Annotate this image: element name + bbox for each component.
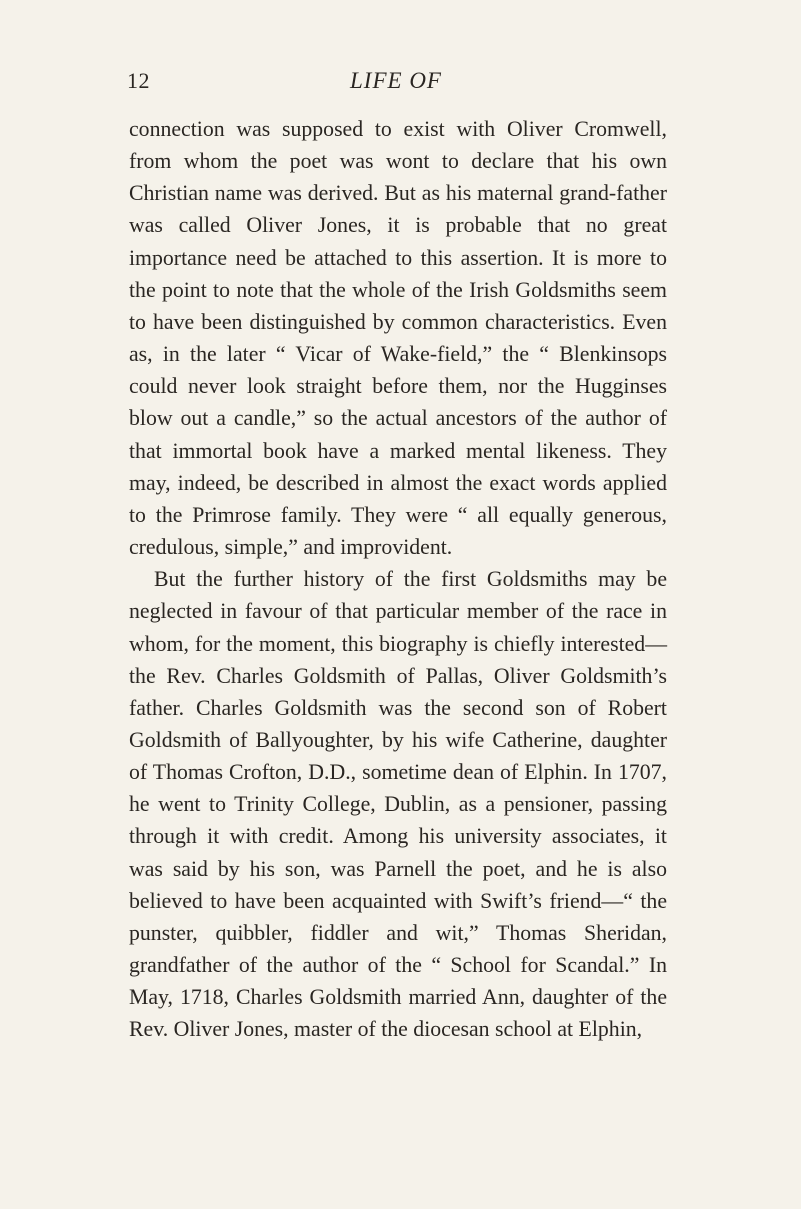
body-text bbox=[129, 113, 667, 1046]
running-head: LIFE OF bbox=[350, 68, 442, 93]
paragraph-charles-goldsmith: But the further history of the first Goldsmiths may be neglected in favour of that particular member of the race in whom, for the moment, this biography is chiefly interested—the Rev. Charles Goldsmith of Pallas, Oliver Goldsmith’s father. Charles Goldsmith was the second son of Robert Goldsmith of Ballyoughter, by his wife Catherine, daughter of Thomas Crofton, D.D., sometime dean of Elphin. In 1707, he went to Trinity College, Dublin, as a pensioner, passing through it with credit. Among his university associates, it was said by his son, was Parnell the poet, and he is also believed to have been acquainted with Swift’s friend—“ the punster, quibbler, fiddler and wit,” Thomas Sheridan, grandfather of the author of the “ School for Scandal.” In May, 1718, Charles Goldsmith married Ann, daughter of the Rev. Oliver Jones, master of the diocesan school at Elphin, bbox=[129, 567, 667, 1042]
paragraph-continuation: connection was supposed to exist with Oliver Cromwell, from whom the poet was wont to declare that his own Christian name was derived. But as his maternal grand-father was called Oliver Jones, it is probable that no great importance need be attached to this assertion. It is more to the point to note that the whole of the Irish Goldsmiths seem to have been distinguished by common characteristics. Even as, in the later “ Vicar of Wake-field,” the “ Blenkinsops could never look straight before them, nor the Hugginses blow out a candle,” so the actual ancestors of the author of that immortal book have a marked mental likeness. They may, indeed, be described in almost the exact words applied to the Primrose family. They were “ all equally generous, credulous, simple,” and improvident. bbox=[129, 117, 667, 560]
page-header bbox=[127, 66, 665, 96]
page-number: 12 bbox=[127, 68, 150, 93]
